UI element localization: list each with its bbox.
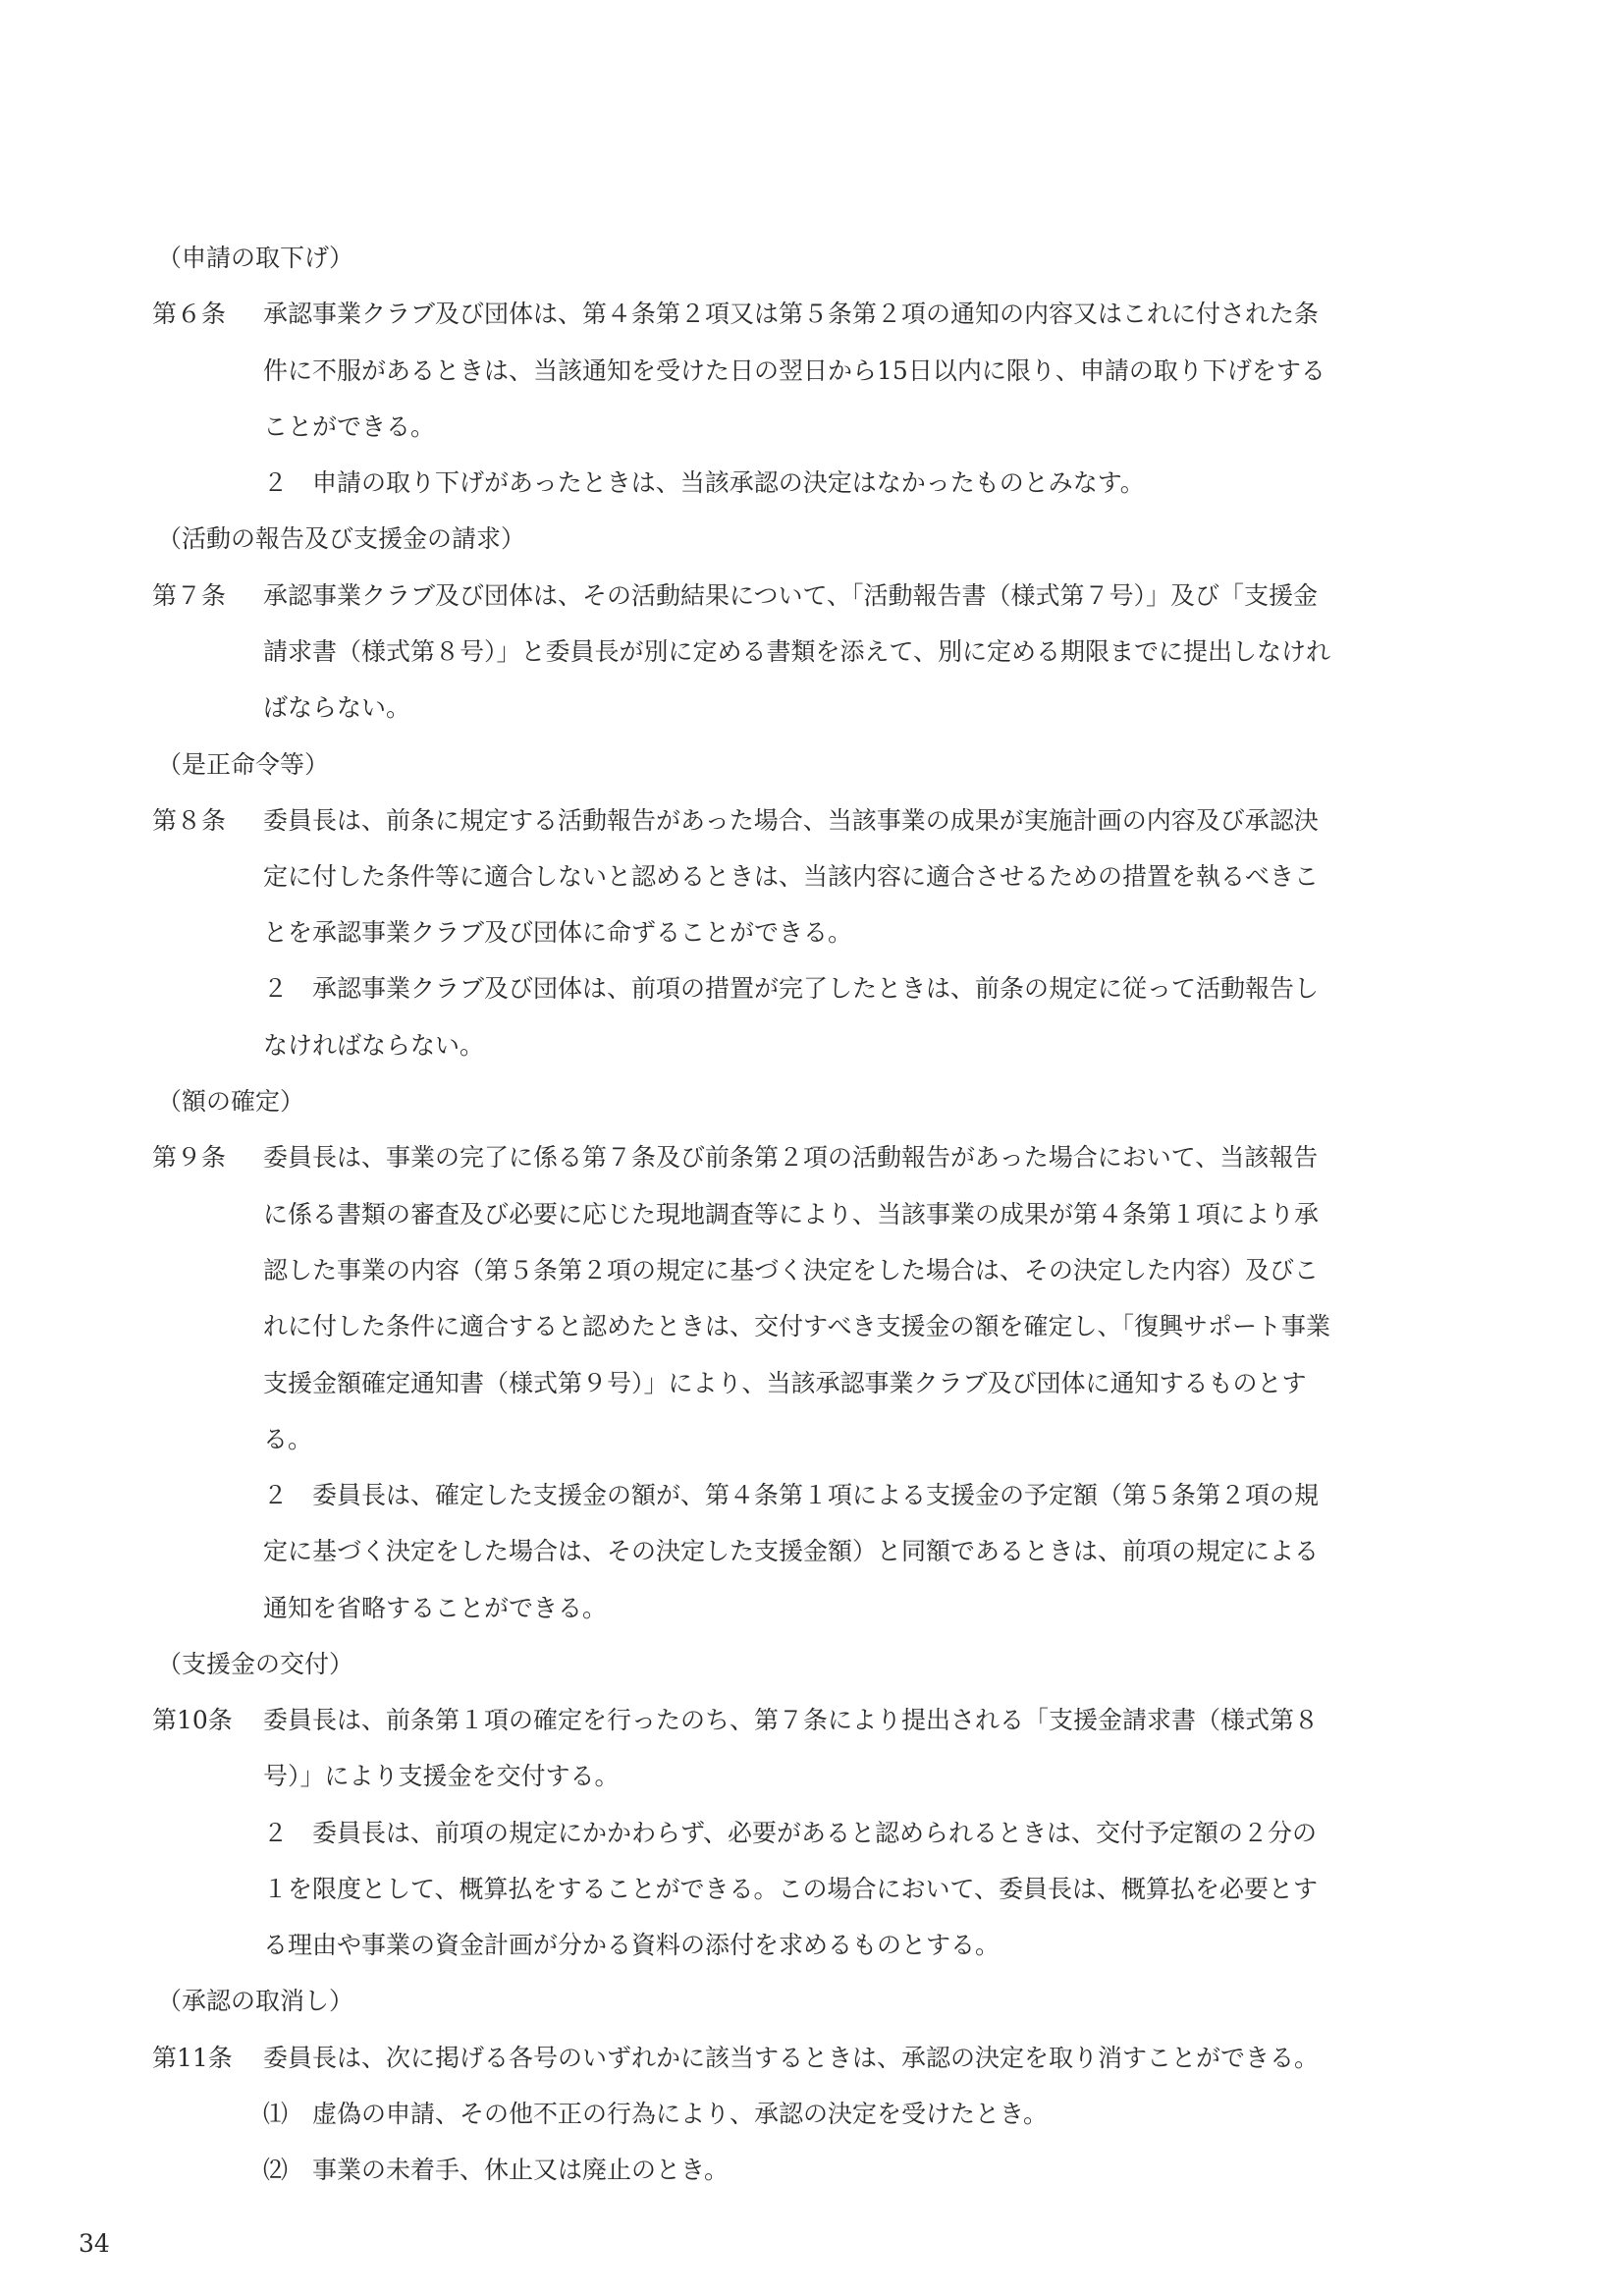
article-line: ばならない。 [263, 693, 411, 722]
article-line: る。 [263, 1425, 313, 1453]
article-heading: （活動の報告及び支援金の請求） [157, 524, 526, 553]
article-line: 号）」により支援金を交付する。 [263, 1762, 620, 1790]
article-line: 支援金額確定通知書（様式第９号）」により、当該承認事業クラブ及び団体に通知するものとす [263, 1369, 1307, 1397]
article-heading: （支援金の交付） [157, 1650, 354, 1678]
article-line: る理由や事業の資金計画が分かる資料の添付を求めるものとする。 [263, 1931, 1001, 1959]
article-line: ⑴ 虚偽の申請、その他不正の行為により、承認の決定を受けたとき。 [263, 2100, 1049, 2128]
article-line: 定に付した条件等に適合しないと認めるときは、当該内容に適合させるための措置を執るべきこ [263, 862, 1320, 891]
article-line: ⑵ 事業の未着手、休止又は廃止のとき。 [263, 2156, 730, 2184]
article-number: 第７条 [152, 581, 227, 610]
article-line: ２ 委員長は、確定した支援金の額が、第４条第１項による支援金の予定額（第５条第２項の規 [263, 1481, 1320, 1509]
article-number: 第８条 [152, 806, 227, 835]
article-number: 第６条 [152, 300, 227, 328]
article-line: なければならない。 [263, 1031, 485, 1060]
page-number: 34 [79, 2229, 110, 2258]
article-line: 通知を省略することができる。 [263, 1594, 608, 1622]
article-number: 第10条 [152, 1706, 233, 1734]
article-line: ことができる。 [263, 412, 436, 441]
article-line: 承認事業クラブ及び団体は、第４条第２項又は第５条第２項の通知の内容又はこれに付された条 [263, 300, 1320, 328]
article-line: ２ 委員長は、前項の規定にかかわらず、必要があると認められるときは、交付予定額の２分の [263, 1819, 1318, 1847]
article-number: 第９条 [152, 1143, 227, 1172]
article-line: れに付した条件に適合すると認めたときは、交付すべき支援金の額を確定し、「復興サポート事業 [263, 1312, 1331, 1340]
article-line: に係る書類の審査及び必要に応じた現地調査等により、当該事業の成果が第４条第１項により承 [263, 1200, 1320, 1229]
article-heading: （承認の取消し） [157, 1987, 354, 2015]
article-line: 委員長は、事業の完了に係る第７条及び前条第２項の活動報告があった場合において、当該報告 [263, 1143, 1319, 1172]
article-line: 認した事業の内容（第５条第２項の規定に基づく決定をした場合は、その決定した内容）及びこ [263, 1256, 1320, 1285]
article-line: 承認事業クラブ及び団体は、その活動結果について、「活動報告書（様式第７号）」及び「支援金 [263, 581, 1319, 610]
article-line: とを承認事業クラブ及び団体に命ずることができる。 [263, 918, 853, 947]
article-line: ２ 申請の取り下げがあったときは、当該承認の決定はなかったものとみなす。 [263, 468, 1145, 497]
article-heading: （申請の取下げ） [157, 244, 354, 272]
article-line: 委員長は、前条に規定する活動報告があった場合、当該事業の成果が実施計画の内容及び承認決 [263, 806, 1319, 835]
article-line: 委員長は、次に掲げる各号のいずれかに該当するときは、承認の決定を取り消すことができる。 [263, 2044, 1320, 2072]
article-number: 第11条 [152, 2044, 233, 2072]
article-line: 請求書（様式第８号）」と委員長が別に定める書類を添えて、別に定める期限までに提出しなけれ [263, 637, 1331, 666]
article-line: 定に基づく決定をした場合は、その決定した支援金額）と同額であるときは、前項の規定による [263, 1537, 1320, 1565]
article-heading: （是正命令等） [157, 750, 330, 779]
article-line: 件に不服があるときは、当該通知を受けた日の翌日から15日以内に限り、申請の取り下げをする [263, 356, 1325, 385]
article-line: 委員長は、前条第１項の確定を行ったのち、第７条により提出される「支援金請求書（様式第８ [263, 1706, 1320, 1734]
article-heading: （額の確定） [157, 1087, 305, 1116]
article-line: １を限度として、概算払をすることができる。この場合において、委員長は、概算払を必要とす [263, 1875, 1319, 1903]
article-line: ２ 承認事業クラブ及び団体は、前項の措置が完了したときは、前条の規定に従って活動報告し [263, 974, 1320, 1003]
